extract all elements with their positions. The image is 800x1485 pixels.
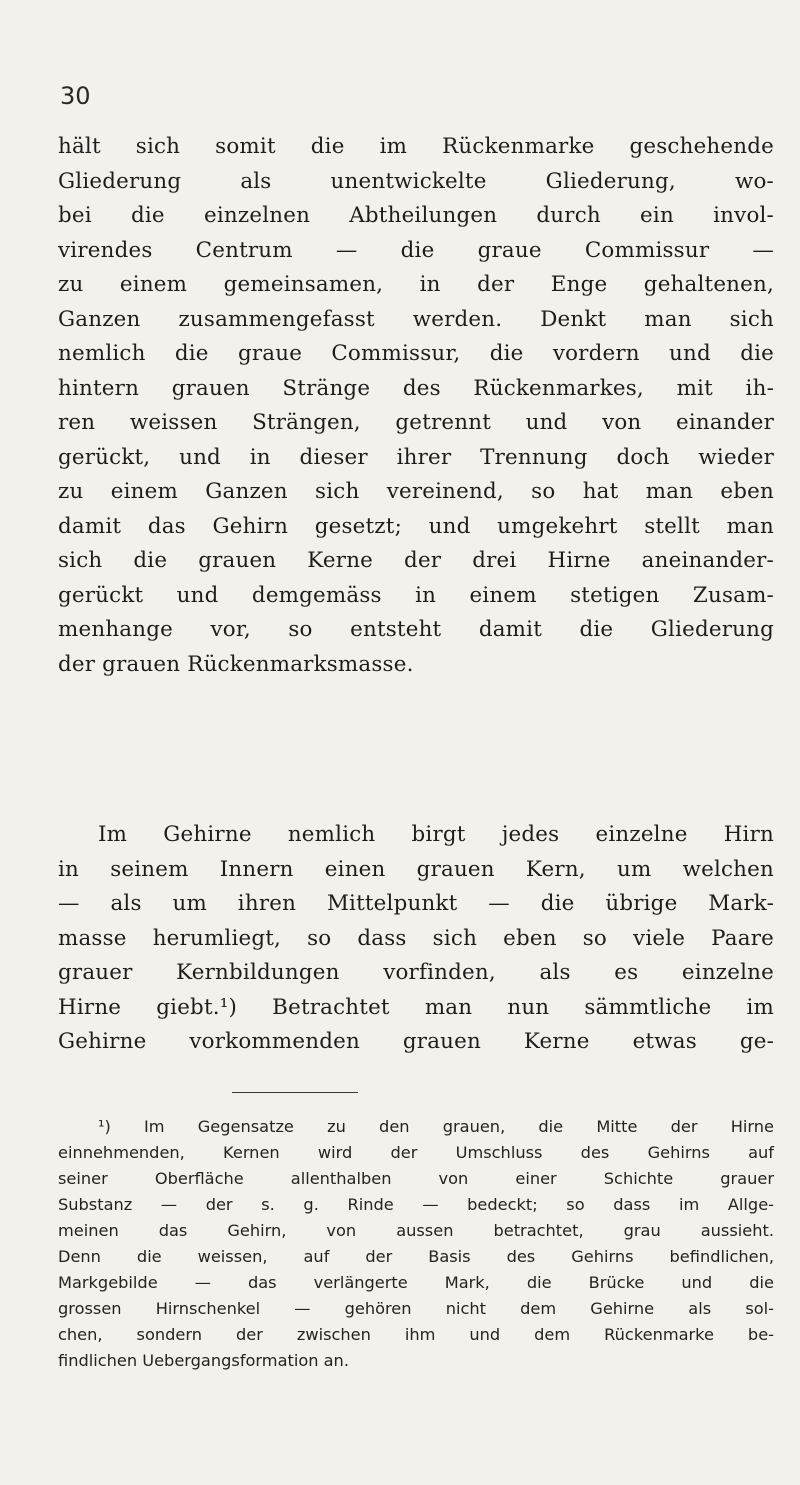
text-line: Ganzen zusammengefasst werden. Denkt man sich — [58, 306, 774, 332]
footnote-line: findlichen Uebergangsformation an. — [58, 1351, 349, 1370]
text-line: sich die grauen Kerne der drei Hirne aneinander- — [58, 548, 774, 573]
footnote-line: einnehmenden, Kernen wird der Umschluss des Gehirns auf — [58, 1143, 774, 1162]
text-line: hält sich somit die im Rückenmarke geschehende — [58, 134, 774, 159]
text-line: in seinem Innern einen grauen Kern, um welchen — [58, 856, 774, 882]
text-line: masse herumliegt, so dass sich eben so viele Paare — [58, 925, 774, 951]
text-line: zu einem Ganzen sich vereinend, so hat man eben — [58, 479, 774, 504]
footnote-line: Denn die weissen, auf der Basis des Gehirns befindlichen, — [58, 1247, 774, 1266]
footnote — [58, 1114, 774, 1374]
footnote-line: Substanz — der s. g. Rinde — bedeckt; so dass im Allge- — [58, 1195, 774, 1214]
text-line: zu einem gemeinsamen, in der Enge gehaltenen, — [58, 272, 774, 297]
text-line: — als um ihren Mittelpunkt — die übrige Mark- — [58, 891, 774, 916]
text-line: grauer Kernbildungen vorfinden, als es einzelne — [58, 960, 774, 985]
text-line: gerückt, und in dieser ihrer Trennung doch wieder — [58, 444, 774, 470]
text-line: Hirne giebt.¹) Betrachtet man nun sämmtliche im — [58, 994, 774, 1020]
text-line: bei die einzelnen Abtheilungen durch ein invol- — [58, 203, 774, 228]
footnote-line: chen, sondern der zwischen ihm und dem Rückenmarke be- — [58, 1325, 774, 1344]
text-line: gerückt und demgemäss in einem stetigen Zusam- — [58, 582, 774, 608]
footnote-line: meinen das Gehirn, von aussen betrachtet, grau aussieht. — [58, 1221, 774, 1240]
footnote-line: seiner Oberfläche allenthalben von einer Schichte grauer — [58, 1169, 774, 1188]
text-line: virendes Centrum — die graue Commissur — — [58, 237, 774, 263]
footnote-line: ¹) Im Gegensatze zu den grauen, die Mitte der Hirne — [98, 1117, 774, 1136]
footnote-line: grossen Hirnschenkel — gehören nicht dem Gehirne als sol- — [58, 1299, 774, 1318]
text-line: damit das Gehirn gesetzt; und umgekehrt stellt man — [58, 513, 774, 539]
footnote-divider — [232, 1092, 358, 1093]
text-line: ren weissen Strängen, getrennt und von einander — [58, 410, 774, 435]
text-line: menhange vor, so entsteht damit die Gliederung — [58, 617, 774, 642]
paragraph-2 — [58, 818, 774, 1060]
text-line: Gehirne vorkommenden grauen Kerne etwas ge- — [58, 1029, 774, 1054]
page-number: 30 — [60, 82, 91, 110]
text-line: Gliederung als unentwickelte Gliederung, wo- — [58, 168, 774, 194]
paragraph-1 — [58, 130, 774, 682]
text-line: der grauen Rückenmarksmasse. — [58, 651, 414, 677]
footnote-line: Markgebilde — das verlängerte Mark, die Brücke und die — [58, 1273, 774, 1292]
text-line: Im Gehirne nemlich birgt jedes einzelne Hirn — [98, 822, 774, 847]
text-line: hintern grauen Stränge des Rückenmarkes, mit ih- — [58, 375, 774, 401]
text-line: nemlich die graue Commissur, die vordern und die — [58, 341, 774, 366]
